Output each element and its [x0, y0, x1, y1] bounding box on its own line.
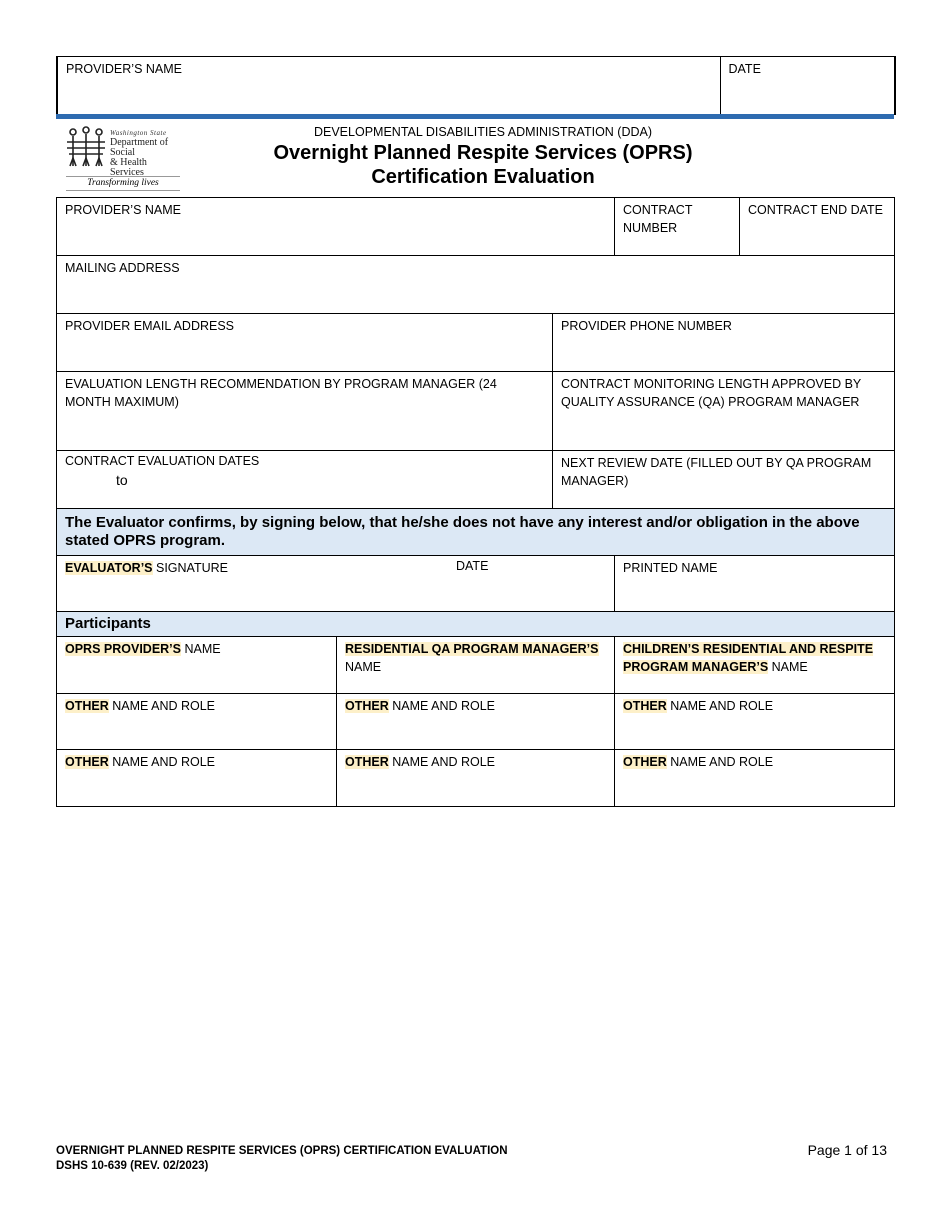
dshs-logo	[64, 126, 182, 192]
other-rest: NAME AND ROLE	[666, 699, 774, 713]
provider-email-label: PROVIDER EMAIL ADDRESS	[65, 319, 235, 333]
page-number: Page 1 of 13	[807, 1142, 887, 1158]
other-name-role-field[interactable]	[57, 750, 337, 807]
oprs-provider-name-field[interactable]	[57, 637, 337, 694]
oprs-provider-name-label	[65, 642, 221, 656]
other-hl: OTHER	[65, 699, 109, 713]
next-review-date-field[interactable]	[553, 451, 895, 509]
certification-form-table	[56, 197, 895, 807]
other-name-role-field[interactable]	[615, 694, 895, 750]
footer-form-title: OVERNIGHT PLANNED RESPITE SERVICES (OPRS) CERTIFICATION EVALUATION	[56, 1145, 508, 1157]
evaluator-statement: The Evaluator confirms, by signing below, that he/she does not have any interest and/or obligation in the above stated OPRS program.	[57, 509, 895, 556]
logo-agency-line2: & Health Services	[110, 157, 147, 178]
other-hl: OTHER	[65, 755, 109, 769]
col2-hl: RESIDENTIAL QA PROGRAM MANAGER’S	[345, 642, 599, 656]
contract-monitoring-length-field[interactable]	[553, 372, 895, 451]
evaluator-date-label: DATE	[456, 559, 489, 573]
other-hl: OTHER	[345, 699, 389, 713]
other-rest: NAME AND ROLE	[108, 699, 216, 713]
other-rest: NAME AND ROLE	[388, 755, 496, 769]
other-rest: NAME AND ROLE	[388, 699, 496, 713]
col2-rest: NAME	[345, 660, 382, 674]
contract-end-date-label: CONTRACT END DATE	[748, 203, 883, 217]
mailing-address-field[interactable]	[57, 256, 895, 314]
other-name-role-label	[623, 699, 773, 713]
contract-number-field[interactable]	[615, 198, 740, 256]
top-date-field[interactable]	[720, 57, 895, 115]
logo-state: Washington State	[110, 129, 167, 137]
logo-agency-line1: Department of Social	[110, 137, 169, 158]
form-title	[200, 141, 766, 189]
footer-form-info	[56, 1144, 508, 1174]
evaluator-signature-label-rest: SIGNATURE	[152, 561, 228, 575]
provider-phone-label: PROVIDER PHONE NUMBER	[561, 319, 732, 333]
provider-phone-field[interactable]	[553, 314, 895, 372]
other-name-role-field[interactable]	[337, 750, 615, 807]
contract-monitoring-length-label: CONTRACT MONITORING LENGTH APPROVED BY QUALITY ASSURANCE (QA) PROGRAM MANAGER	[561, 377, 862, 409]
top-providers-name-label: PROVIDER’S NAME	[66, 62, 182, 76]
other-hl: OTHER	[345, 755, 389, 769]
printed-name-label: PRINTED NAME	[623, 561, 718, 575]
evaluator-signature-label	[65, 561, 228, 575]
providers-name-label: PROVIDER’S NAME	[65, 203, 181, 217]
residential-qa-pm-name-label	[345, 642, 599, 674]
childrens-residential-pm-name-label	[623, 642, 873, 674]
other-name-role-label	[345, 699, 495, 713]
col1-hl: OPRS PROVIDER’S	[65, 642, 181, 656]
evaluator-signature-label-hl: EVALUATOR’S	[65, 561, 153, 575]
logo-agency	[110, 138, 182, 178]
other-rest: NAME AND ROLE	[666, 755, 774, 769]
other-name-role-field[interactable]	[337, 694, 615, 750]
header-accent-rule	[56, 114, 894, 119]
other-name-role-field[interactable]	[615, 750, 895, 807]
next-review-date-label: NEXT REVIEW DATE (FILLED OUT BY QA PROGRAM MANAGER)	[561, 456, 872, 488]
other-name-role-field[interactable]	[57, 694, 337, 750]
participants-heading: Participants	[57, 612, 895, 637]
evaluator-signature-field[interactable]	[57, 556, 615, 612]
childrens-residential-pm-name-field[interactable]	[615, 637, 895, 694]
contract-evaluation-dates-label: CONTRACT EVALUATION DATES	[65, 454, 260, 468]
providers-name-field[interactable]	[57, 198, 615, 256]
form-title-line1: Overnight Planned Respite Services (OPRS)	[273, 142, 693, 164]
department-heading: DEVELOPMENTAL DISABILITIES ADMINISTRATION (DDA)	[313, 125, 653, 139]
other-rest: NAME AND ROLE	[108, 755, 216, 769]
evaluation-length-field[interactable]	[57, 372, 553, 451]
evaluation-length-label: EVALUATION LENGTH RECOMMENDATION BY PROGRAM MANAGER (24 MONTH MAXIMUM)	[65, 377, 497, 409]
col3-hl: CHILDREN’S RESIDENTIAL AND RESPITE PROGRAM MANAGER’S	[623, 642, 874, 674]
residential-qa-pm-name-field[interactable]	[337, 637, 615, 694]
col3-rest: NAME	[768, 660, 808, 674]
other-name-role-label	[65, 755, 215, 769]
other-name-role-label	[345, 755, 495, 769]
other-hl: OTHER	[623, 755, 667, 769]
form-title-line2: Certification Evaluation	[371, 166, 595, 188]
top-provider-date-box	[56, 56, 896, 115]
date-range-to: to	[116, 472, 128, 488]
mailing-address-label: MAILING ADDRESS	[65, 261, 180, 275]
provider-email-field[interactable]	[57, 314, 553, 372]
footer-form-number: DSHS 10-639 (REV. 02/2023)	[56, 1160, 209, 1172]
top-date-label: DATE	[728, 62, 761, 76]
dshs-people-icon	[64, 126, 108, 170]
col1-rest: NAME	[181, 642, 221, 656]
contract-end-date-field[interactable]	[740, 198, 895, 256]
printed-name-field[interactable]	[615, 556, 895, 612]
top-providers-name-field[interactable]	[57, 57, 720, 115]
logo-tagline: Transforming lives	[66, 176, 180, 191]
other-name-role-label	[65, 699, 215, 713]
other-hl: OTHER	[623, 699, 667, 713]
other-name-role-label	[623, 755, 773, 769]
contract-number-label: CONTRACT NUMBER	[623, 203, 693, 235]
contract-evaluation-dates-field[interactable]	[57, 451, 553, 509]
